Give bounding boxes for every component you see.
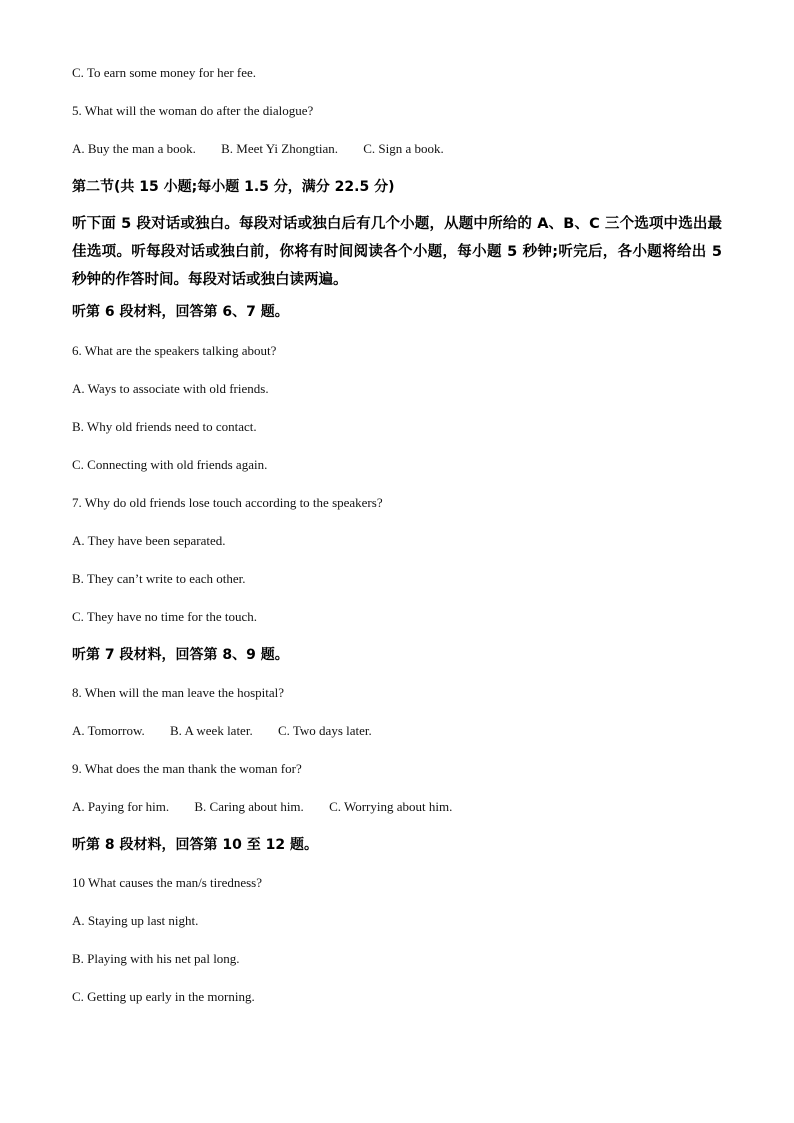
material-6-heading: 听第 6 段材料，回答第 6、7 题。 <box>72 304 289 320</box>
q8-option-c: C. Two days later. <box>277 723 372 738</box>
q8-option-a: A. Tomorrow. <box>72 723 145 738</box>
question-9: 9. What does the man thank the woman for? <box>72 761 302 776</box>
q6-option-b: B. Why old friends need to contact. <box>72 419 257 434</box>
q10-option-a: A. Staying up last night. <box>72 913 199 928</box>
q9-option-c: C. Worrying about him. <box>329 799 453 814</box>
section-2-instructions: 听下面 5 段对话或独白。每段对话或独白后有几个小题，从题中所给的 A、B、C 三个选项中选出最佳选项。听每段对话或独白前，你将有时间阅读各个小题，每小题 5 秒钟;听完后，各小题将给出 5 秒钟的作答时间。每段对话或独白读两遍。 <box>72 216 722 288</box>
question-7: 7. Why do old friends lose touch according to the speakers? <box>72 495 383 510</box>
q8-option-b: B. A week later. <box>170 723 253 738</box>
q7-option-b: B. They can’t write to each other. <box>72 571 246 586</box>
q9-options <box>72 799 474 815</box>
question-8: 8. When will the man leave the hospital? <box>72 685 285 700</box>
q8-options <box>72 723 394 739</box>
q6-option-a: A. Ways to associate with old friends. <box>72 381 269 396</box>
q5-option-c: C. Sign a book. <box>363 141 444 156</box>
section-2-heading: 第二节(共 15 小题;每小题 1.5 分，满分 22.5 分) <box>72 179 395 195</box>
q9-option-a: A. Paying for him. <box>72 799 170 814</box>
q7-option-a: A. They have been separated. <box>72 533 226 548</box>
question-6: 6. What are the speakers talking about? <box>72 343 277 358</box>
question-5: 5. What will the woman do after the dialogue? <box>72 103 314 118</box>
q9-option-b: B. Caring about him. <box>194 799 304 814</box>
material-8-heading: 听第 8 段材料，回答第 10 至 12 题。 <box>72 837 318 853</box>
q10-option-b: B. Playing with his net pal long. <box>72 951 240 966</box>
question-10: 10 What causes the man/s tiredness? <box>72 875 263 890</box>
q6-option-c: C. Connecting with old friends again. <box>72 457 268 472</box>
q5-option-b: B. Meet Yi Zhongtian. <box>221 141 338 156</box>
material-7-heading: 听第 7 段材料，回答第 8、9 题。 <box>72 647 289 663</box>
q5-option-a: A. Buy the man a book. <box>72 141 196 156</box>
q7-option-c: C. They have no time for the touch. <box>72 609 257 624</box>
q4-option-c: C. To earn some money for her fee. <box>72 65 257 80</box>
q5-options <box>72 141 466 157</box>
q10-option-c: C. Getting up early in the morning. <box>72 989 255 1004</box>
